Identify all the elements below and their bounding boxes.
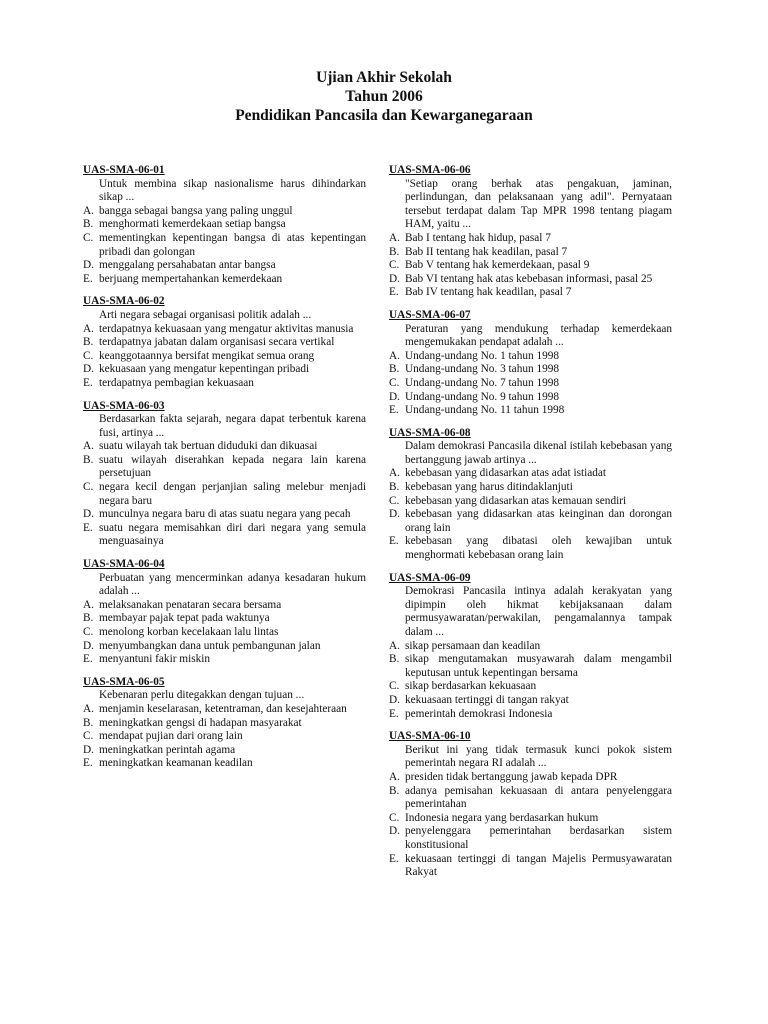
- option-text: terdapatnya jabatan dalam organisasi secara vertikal: [99, 336, 335, 349]
- question-id: UAS-SMA-06-02: [83, 295, 165, 308]
- question-block: [389, 572, 672, 722]
- option-text: penyelenggara pemerintahan berdasarkan sistem konstitusional: [405, 825, 672, 851]
- option-text: keanggotaannya bersifat mengikat semua orang: [99, 349, 315, 362]
- option-text: adanya pemisahan kekuasaan di antara penyelenggara pemerintahan: [405, 784, 672, 811]
- question-block: [83, 558, 366, 667]
- option-letter: D.: [83, 639, 94, 652]
- answer-option: [389, 812, 672, 826]
- answer-option: [389, 653, 672, 680]
- option-letter: B.: [83, 218, 94, 231]
- answer-option: [389, 785, 672, 812]
- option-letter: E.: [83, 653, 93, 666]
- option-letter: A.: [83, 702, 94, 715]
- option-text: terdapatnya pembagian kekuasaan: [99, 376, 254, 389]
- option-letter: E.: [389, 707, 399, 720]
- option-text: Undang-undang No. 11 tahun 1998: [405, 404, 565, 417]
- option-letter: A.: [389, 349, 400, 362]
- option-letter: C.: [389, 811, 400, 824]
- answer-option: [83, 350, 366, 364]
- question-stem: Berikut ini yang tidak termasuk kunci pokok sistem pemerintah negara RI adalah ...: [405, 743, 672, 770]
- question-id: UAS-SMA-06-09: [389, 571, 471, 584]
- option-text: suatu wilayah tak bertuan diduduki dan dikuasai: [99, 440, 318, 453]
- option-text: sikap mengutamakan musyawarah dalam mengambil keputusan untuk kepentingan bersama: [405, 653, 672, 679]
- answer-option: [83, 336, 366, 350]
- answer-option: [389, 481, 672, 495]
- option-text: meningkatkan keamanan keadilan: [99, 757, 253, 770]
- exam-subject: Pendidikan Pancasila dan Kewarganegaraan: [235, 107, 533, 124]
- answer-option: [389, 508, 672, 535]
- question-id: UAS-SMA-06-08: [389, 426, 471, 439]
- option-text: meningkatkan perintah agama: [99, 743, 236, 756]
- option-letter: A.: [389, 467, 400, 480]
- question-block: [83, 400, 366, 550]
- option-text: kekuasaan tertinggi di tangan rakyat: [405, 693, 569, 706]
- answer-option: [389, 363, 672, 377]
- answer-option: [83, 377, 366, 391]
- question-id: UAS-SMA-06-05: [83, 675, 165, 688]
- option-text: menggalang persahabatan antar bangsa: [99, 259, 276, 272]
- option-text: kebebasan yang harus ditindaklanjuti: [405, 481, 573, 494]
- question-stem: Untuk membina sikap nasionalisme harus dihindarkan sikap ...: [99, 177, 366, 204]
- option-letter: B.: [389, 363, 400, 376]
- option-letter: D.: [83, 259, 94, 272]
- question-block: [83, 164, 366, 286]
- option-letter: B.: [83, 612, 94, 625]
- option-letter: B.: [83, 453, 94, 466]
- option-letter: E.: [389, 404, 399, 417]
- answer-option: [389, 232, 672, 246]
- answer-option: [83, 363, 366, 377]
- answer-option: [83, 323, 366, 337]
- answer-option: [389, 350, 672, 364]
- question-block: [389, 427, 672, 563]
- answer-option: [389, 467, 672, 481]
- option-letter: C.: [83, 349, 94, 362]
- answer-option: [389, 853, 672, 880]
- answer-option: [83, 205, 366, 219]
- option-text: presiden tidak bertanggung jawab kepada DPR: [405, 770, 618, 783]
- option-text: Undang-undang No. 3 tahun 1998: [405, 363, 560, 376]
- option-text: Indonesia negara yang berdasarkan hukum: [405, 811, 599, 824]
- answer-option: [389, 246, 672, 260]
- option-text: menolong korban kecelakaan lalu lintas: [99, 626, 279, 638]
- option-letter: D.: [389, 508, 400, 521]
- answer-option: [83, 259, 366, 273]
- question-stem: Peraturan yang mendukung terhadap kemerdekaan mengemukakan pendapat adalah ...: [405, 322, 672, 349]
- option-letter: B.: [83, 716, 94, 729]
- question-block: [389, 164, 672, 300]
- option-text: menyumbangkan dana untuk pembangunan jalan: [99, 639, 321, 652]
- option-text: kebebasan yang didasarkan atas kemauan sendiri: [405, 494, 627, 507]
- option-text: kebebasan yang dibatasi oleh kewajiban untuk menghormati kebebasan orang lain: [405, 535, 672, 562]
- question-id: UAS-SMA-06-06: [389, 164, 471, 176]
- option-letter: A.: [389, 231, 400, 244]
- option-text: menjamin keselarasan, ketentraman, dan kesejahteraan: [99, 702, 347, 715]
- answer-option: [83, 522, 366, 549]
- option-letter: C.: [83, 481, 94, 494]
- question-stem: "Setiap orang berhak atas pengakuan, jaminan, perlindungan, dan pelaksanaan yang adil". Pernyataan tersebut terdapat dalam Tap MPR 1998 tentang piagam HAM, yaitu ...: [405, 177, 672, 231]
- answer-option: [389, 640, 672, 654]
- option-letter: C.: [83, 626, 94, 638]
- option-letter: C.: [389, 680, 400, 693]
- option-text: melaksanakan penataran secara bersama: [99, 598, 282, 611]
- option-letter: E.: [83, 272, 93, 285]
- question-stem: Demokrasi Pancasila intinya adalah kerakyatan yang dipimpin oleh hikmat kebijaksanaan dalam permusyawaratan/perwakilan, pengamalannya tampak dalam ...: [405, 585, 672, 638]
- answer-option: [83, 744, 366, 758]
- option-letter: A.: [389, 639, 400, 652]
- option-letter: A.: [389, 770, 400, 783]
- option-letter: D.: [389, 693, 400, 706]
- answer-option: [389, 391, 672, 405]
- question-id: UAS-SMA-06-01: [83, 164, 165, 176]
- option-letter: A.: [83, 598, 94, 611]
- option-letter: C.: [83, 730, 94, 743]
- exam-title: Ujian Akhir Sekolah: [316, 69, 452, 86]
- option-letter: C.: [389, 376, 400, 389]
- option-text: kebebasan yang didasarkan atas keinginan dan dorongan orang lain: [405, 508, 672, 534]
- option-text: kekuasaan yang mengatur kepentingan pribadi: [99, 363, 310, 376]
- question-block: [83, 676, 366, 771]
- option-text: sikap persamaan dan keadilan: [405, 639, 541, 652]
- option-text: meningkatkan gengsi di hadapan masyarakat: [99, 716, 302, 729]
- option-letter: D.: [83, 743, 94, 756]
- answer-option: [389, 771, 672, 785]
- option-letter: B.: [389, 245, 400, 258]
- option-text: suatu wilayah diserahkan kepada negara lain karena persetujuan: [99, 453, 366, 480]
- exam-year: Tahun 2006: [345, 88, 423, 105]
- option-letter: D.: [389, 825, 400, 838]
- question-block: [389, 309, 672, 418]
- answer-option: [389, 680, 672, 694]
- question-stem: Berdasarkan fakta sejarah, negara dapat terbentuk karena fusi, artinya ...: [99, 413, 366, 439]
- option-letter: E.: [389, 852, 399, 865]
- answer-option: [83, 730, 366, 744]
- option-text: pemerintah demokrasi Indonesia: [405, 707, 553, 720]
- answer-option: [389, 495, 672, 509]
- option-letter: D.: [389, 272, 400, 285]
- question-stem: Perbuatan yang mencerminkan adanya kesadaran hukum adalah ...: [99, 571, 366, 598]
- option-text: Bab IV tentang hak keadilan, pasal 7: [405, 286, 572, 299]
- answer-option: [389, 694, 672, 708]
- option-letter: E.: [389, 535, 399, 548]
- option-text: munculnya negara baru di atas suatu negara yang pecah: [99, 508, 351, 521]
- option-text: kebebasan yang didasarkan atas adat istiadat: [405, 467, 607, 480]
- option-text: mendapat pujian dari orang lain: [99, 730, 243, 743]
- question-stem: Arti negara sebagai organisasi politik adalah ...: [99, 308, 312, 321]
- answer-option: [389, 273, 672, 287]
- answer-option: [389, 377, 672, 391]
- question-block: [83, 295, 366, 390]
- option-text: mementingkan kepentingan bangsa di atas kepentingan pribadi dan golongan: [99, 231, 366, 258]
- answer-option: [83, 218, 366, 232]
- option-letter: B.: [389, 784, 400, 797]
- option-letter: B.: [389, 653, 400, 666]
- question-block: [389, 730, 672, 880]
- answer-option: [389, 535, 672, 562]
- option-text: Bab VI tentang hak atas kebebasan informasi, pasal 25: [405, 272, 653, 285]
- option-letter: E.: [83, 521, 93, 534]
- option-text: Bab II tentang hak keadilan, pasal 7: [405, 245, 568, 258]
- answer-option: [389, 708, 672, 722]
- option-text: negara kecil dengan perjanjian saling melebur menjadi negara baru: [99, 481, 366, 507]
- answer-option: [83, 703, 366, 717]
- left-column: [83, 164, 366, 780]
- answer-option: [83, 640, 366, 654]
- option-letter: D.: [389, 390, 400, 403]
- answer-option: [83, 481, 366, 508]
- option-text: menghormati kemerdekaan setiap bangsa: [99, 218, 286, 231]
- option-text: menyantuni fakir miskin: [99, 653, 211, 666]
- option-text: Undang-undang No. 1 tahun 1998: [405, 349, 560, 362]
- answer-option: [83, 653, 366, 667]
- answer-option: [83, 717, 366, 731]
- question-id: UAS-SMA-06-07: [389, 308, 471, 321]
- option-letter: E.: [389, 286, 399, 299]
- answer-option: [83, 508, 366, 522]
- option-letter: E.: [83, 376, 93, 389]
- option-letter: C.: [389, 259, 400, 272]
- answer-option: [83, 440, 366, 454]
- option-text: berjuang mempertahankan kemerdekaan: [99, 272, 283, 285]
- option-text: suatu negara memisahkan diri dari negara yang semula menguasainya: [99, 521, 366, 548]
- option-letter: D.: [83, 363, 94, 376]
- question-stem: Kebenaran perlu ditegakkan dengan tujuan ...: [99, 689, 305, 702]
- question-id: UAS-SMA-06-10: [389, 730, 471, 743]
- option-text: Undang-undang No. 7 tahun 1998: [405, 376, 560, 389]
- option-letter: A.: [83, 204, 94, 217]
- option-text: bangga sebagai bangsa yang paling unggul: [99, 204, 293, 217]
- answer-option: [389, 825, 672, 852]
- option-text: Bab I tentang hak hidup, pasal 7: [405, 231, 551, 244]
- question-stem: Dalam demokrasi Pancasila dikenal istilah kebebasan yang bertanggung jawab artinya ...: [405, 440, 672, 466]
- option-letter: A.: [83, 322, 94, 335]
- option-text: Bab V tentang hak kemerdekaan, pasal 9: [405, 259, 590, 272]
- option-letter: A.: [83, 440, 94, 453]
- answer-option: [83, 626, 366, 640]
- answer-option: [83, 612, 366, 626]
- option-letter: C.: [83, 231, 94, 244]
- answer-option: [83, 757, 366, 771]
- option-text: sikap berdasarkan kekuasaan: [405, 680, 537, 693]
- option-letter: E.: [83, 757, 93, 770]
- option-text: membayar pajak tepat pada waktunya: [99, 612, 270, 625]
- question-id: UAS-SMA-06-03: [83, 399, 165, 412]
- option-letter: B.: [389, 481, 400, 494]
- option-text: terdapatnya kekuasaan yang mengatur aktivitas manusia: [99, 322, 354, 335]
- exam-header: [0, 68, 768, 125]
- question-id: UAS-SMA-06-04: [83, 558, 165, 571]
- answer-option: [83, 599, 366, 613]
- right-column: [389, 164, 672, 889]
- answer-option: [389, 404, 672, 418]
- answer-option: [389, 259, 672, 273]
- option-letter: B.: [83, 336, 94, 349]
- answer-option: [83, 273, 366, 287]
- answer-option: [83, 232, 366, 259]
- answer-option: [83, 454, 366, 481]
- answer-option: [389, 286, 672, 300]
- option-text: kekuasaan tertinggi di tangan Majelis Permusyawaratan Rakyat: [405, 852, 672, 879]
- option-letter: D.: [83, 508, 94, 521]
- option-letter: C.: [389, 494, 400, 507]
- option-text: Undang-undang No. 9 tahun 1998: [405, 390, 560, 403]
